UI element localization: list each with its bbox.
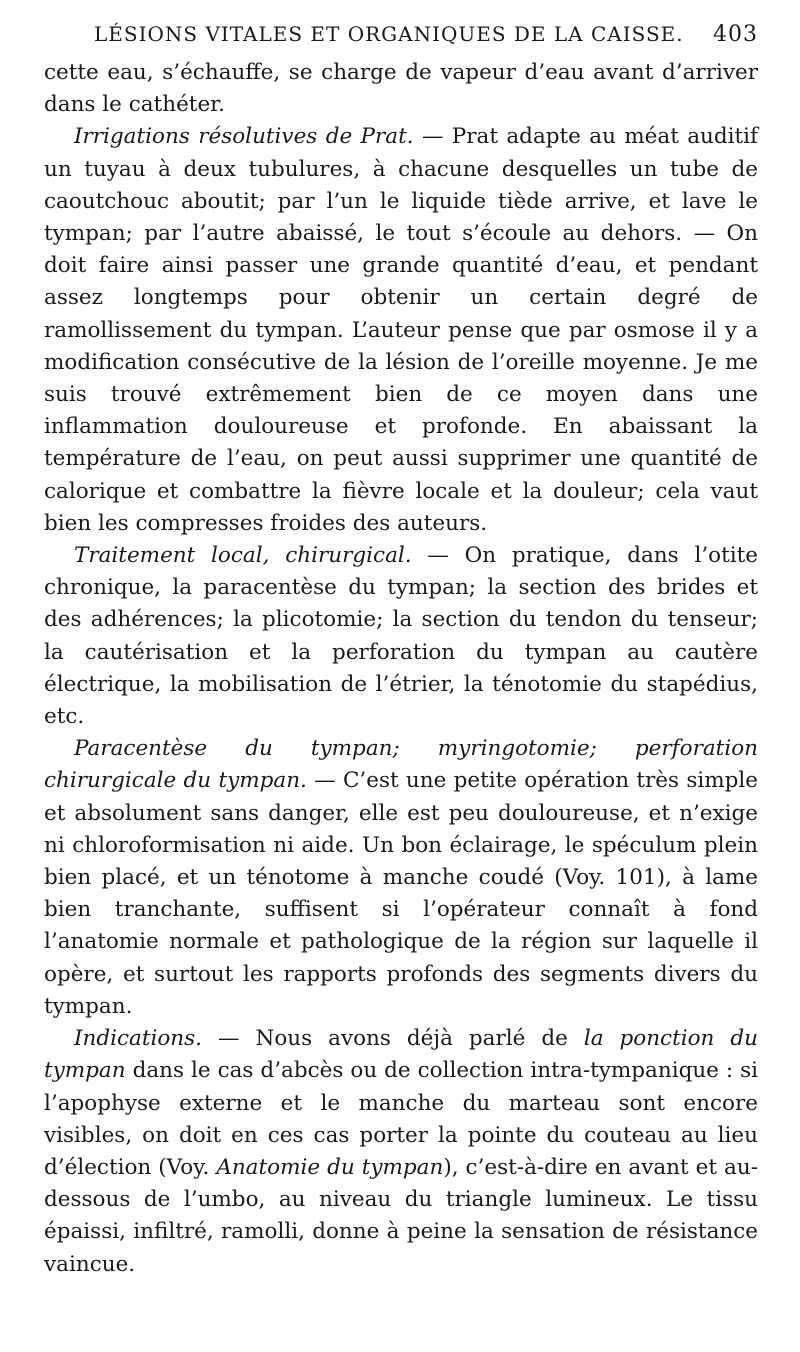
text-segment: cette eau, s’échauffe, se charge de vapeur d’eau avant d’arriver dans le cathéter. (44, 60, 758, 118)
italic-phrase: la ponction du tympan (44, 1026, 759, 1084)
text-segment: dans le cas d’abcès ou de collection intra-tympanique : si l’apophyse externe et le manche du marteau sont encore visibles, on doit en ces cas porter la pointe du couteau au lieu d’élection (Voy. (44, 1058, 758, 1180)
text-segment: ), c’est-à-dire en avant et au-dessous de l’umbo, au niveau du triangle lumineux. Le tissu épaissi, infiltré, ramolli, donne à peine la sensation de résistance vaincue. (44, 1154, 758, 1277)
section-heading: Paracentèse du tympan; myringotomie; perforation chirurgicale du tympan. (44, 736, 758, 794)
section-heading: Indications. (74, 1026, 203, 1052)
body-text (44, 57, 758, 1281)
paragraph (44, 1023, 758, 1281)
paragraph (44, 121, 758, 540)
running-title: LÉSIONS VITALES ET ORGANIQUES DE LA CAISSE. (94, 22, 684, 46)
paragraph (44, 733, 758, 1023)
text-segment: — C’est une petite opération très simple et absolument sans danger, elle est peu douloureuse, et n’exige ni chloroformisation ni aide. Un bon éclairage, le spéculum plein bien placé, et un ténotome à manche coudé (Voy. 101), à lame bien tranchante, suffisent si l’opérateur connaît à fond l’anatomie normale et pathologique de la région sur laquelle il opère, et surtout les rapports profonds des segments divers du tympan. (44, 768, 758, 1019)
running-header (94, 22, 758, 47)
text-segment: — Prat adapte au méat auditif un tuyau à deux tubulures, à chacune desquelles un tube de caoutchouc aboutit; par l’un le liquide tiède arrive, et lave le tympan; par l’autre abaissé, le tout s’écoule au dehors. — On doit faire ainsi passer une grande quantité d’eau, et pendant assez longtemps pour obtenir un certain degré de ramollissement du tympan. L’auteur pense que par osmose il y a modification consécutive de la lésion de l’oreille moyenne. Je me suis trouvé extrêmement bien de ce moyen dans une inflammation douloureuse et profonde. En abaissant la température de l’eau, on peut aussi supprimer une quantité de calorique et combattre la fièvre locale et la douleur; cela vaut bien les compresses froides des auteurs. (44, 124, 758, 536)
text-segment: — On pratique, dans l’otite chronique, la paracentèse du tympan; la section des brides et des adhérences; la plicotomie; la section du tendon du tenseur; la cautérisation et la perforation du tympan au cautère électrique, la mobilisation de l’étrier, la ténotomie du stapédius, etc. (44, 543, 758, 730)
section-heading: Traitement local, chirurgical. (74, 543, 412, 569)
section-heading: Irrigations résolutives de Prat. (74, 124, 414, 150)
paragraph (44, 540, 758, 733)
paragraph (44, 57, 758, 121)
italic-reference: Anatomie du tympan (216, 1154, 444, 1180)
page-number: 403 (713, 22, 758, 47)
text-segment: — Nous avons déjà parlé de (202, 1026, 584, 1052)
